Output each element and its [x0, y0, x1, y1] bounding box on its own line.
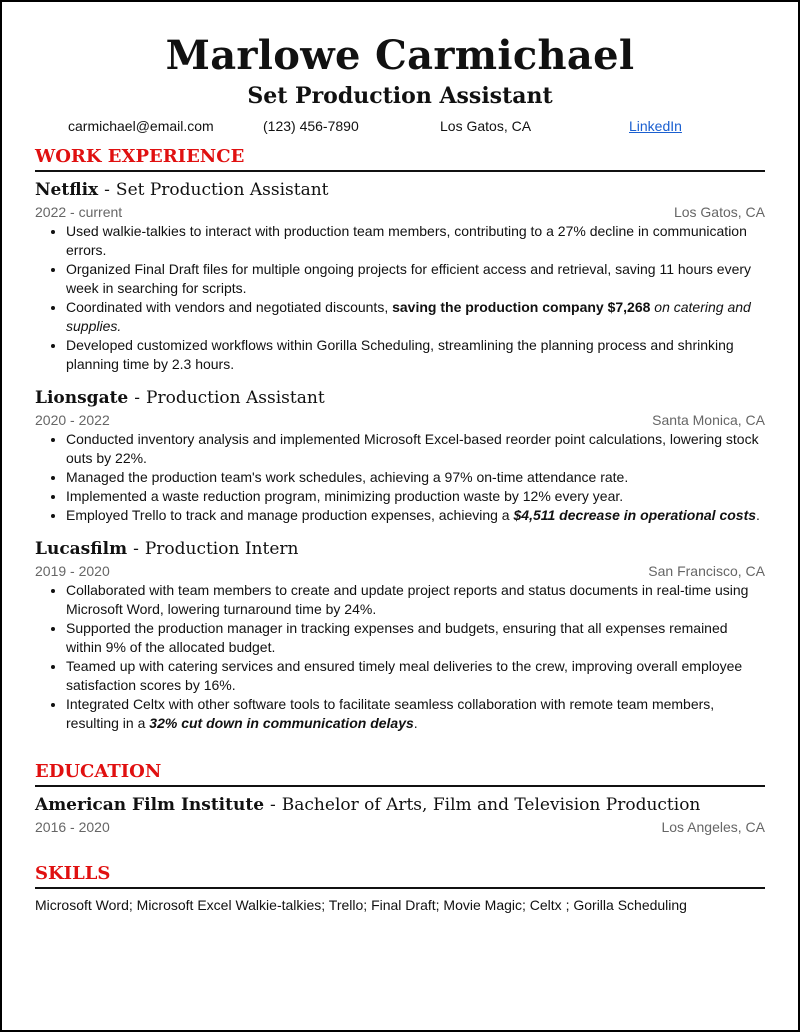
job-entry	[35, 178, 765, 374]
job-dates: 2019 - 2020	[35, 563, 110, 579]
job-bullet	[66, 506, 765, 525]
bullet-text: Employed Trello to track and manage production expenses, achieving a	[66, 507, 514, 523]
bullet-text: 32% cut down in communication delays	[149, 715, 414, 731]
bullet-text: Implemented a waste reduction program, minimizing production waste by 12% every year.	[66, 488, 624, 504]
job-dates: 2020 - 2022	[35, 412, 110, 428]
job-bullets	[35, 222, 765, 374]
job-bullet	[66, 260, 765, 298]
contact-row	[35, 116, 765, 138]
job-bullet	[66, 657, 765, 695]
job-entry	[35, 386, 765, 525]
linkedin-link[interactable]: LinkedIn	[629, 118, 682, 134]
job-meta	[35, 561, 765, 581]
skills-heading: SKILLS	[35, 863, 765, 889]
job-bullet	[66, 619, 765, 657]
job-location: Los Gatos, CA	[673, 204, 765, 220]
job-bullet	[66, 222, 765, 260]
job-bullet	[66, 581, 765, 619]
job-header	[35, 178, 765, 202]
job-header	[35, 537, 765, 561]
job-role: Production Assistant	[146, 388, 325, 408]
bullet-text: Managed the production team's work schedules, achieving a 97% on-time attendance rate.	[66, 469, 629, 485]
bullet-text: Integrated Celtx with other software tools to facilitate seamless collaboration with remote team members, resulting in a	[66, 696, 715, 731]
job-role: Set Production Assistant	[115, 180, 329, 200]
education-school: American Film Institute	[35, 795, 265, 815]
education-meta	[35, 817, 765, 837]
job-entry	[35, 537, 765, 733]
job-role: Production Intern	[144, 539, 299, 559]
job-bullets	[35, 430, 765, 525]
education-header	[35, 793, 765, 817]
bullet-text: Collaborated with team members to create and update project reports and status documents in real-time using Microsoft Word, lowering turnaround time by 24%.	[66, 582, 749, 617]
bullet-text: Developed customized workflows within Gorilla Scheduling, streamlining the planning process and shrinking planning time by 2.3 hours.	[66, 337, 734, 372]
job-separator: -	[133, 539, 139, 559]
bullet-text: saving the production company $7,268	[392, 299, 651, 315]
job-separator: -	[104, 180, 110, 200]
bullet-text: on catering and supplies.	[66, 299, 751, 334]
education-heading: EDUCATION	[35, 761, 765, 787]
contact-location: Los Gatos, CA	[440, 118, 532, 134]
bullet-text: .	[756, 507, 760, 523]
contact-phone: (123) 456-7890	[263, 118, 359, 134]
job-bullet	[66, 695, 765, 733]
job-meta	[35, 410, 765, 430]
bullet-text: Conducted inventory analysis and implemented Microsoft Excel-based reorder point calculations, lowering stock outs by 22%.	[66, 431, 759, 466]
bullet-text: Coordinated with vendors and negotiated discounts,	[66, 299, 393, 315]
job-bullets	[35, 581, 765, 733]
bullet-text: Teamed up with catering services and ensured timely meal deliveries to the crew, improving overall employee satisfaction scores by 16%.	[66, 658, 743, 693]
job-location: San Francisco, CA	[648, 563, 765, 579]
skills-list: Microsoft Word; Microsoft Excel Walkie-talkies; Trello; Final Draft; Movie Magic; Celtx ; Gorilla Scheduling	[35, 897, 687, 913]
job-dates: 2022 - current	[35, 204, 123, 220]
job-bullet	[66, 468, 765, 487]
job-company: Lionsgate	[35, 388, 129, 408]
education-degree: Bachelor of Arts, Film and Television Production	[281, 795, 701, 815]
job-bullet	[66, 298, 765, 336]
education-separator: -	[270, 795, 276, 815]
bullet-text: $4,511 decrease in operational costs	[513, 507, 757, 523]
contact-email: carmichael@email.com	[68, 118, 214, 134]
bullet-text: .	[413, 715, 418, 731]
job-bullet	[66, 487, 765, 506]
education-location: Los Angeles, CA	[661, 819, 765, 835]
education-dates: 2016 - 2020	[35, 819, 110, 835]
job-separator: -	[134, 388, 141, 408]
bullet-text: Organized Final Draft files for multiple ongoing projects for efficient access and retrieval, saving 11 hours every week in searching for scripts.	[66, 261, 752, 296]
job-bullet	[66, 336, 765, 374]
work-experience-heading: WORK EXPERIENCE	[35, 146, 765, 172]
job-header	[35, 386, 765, 410]
candidate-name: Marlowe Carmichael	[165, 32, 635, 79]
job-company: Netflix	[35, 180, 99, 200]
job-bullet	[66, 430, 765, 468]
job-meta	[35, 202, 765, 222]
candidate-title: Set Production Assistant	[247, 83, 553, 109]
bullet-text: Supported the production manager in tracking expenses and budgets, ensuring that all expenses remained within 9% of the allocated budget.	[66, 620, 728, 655]
job-company: Lucasfilm	[35, 539, 128, 559]
bullet-text: Used walkie-talkies to interact with production team members, contributing to a 27% decline in communication errors.	[66, 223, 747, 258]
job-location: Santa Monica, CA	[652, 412, 765, 428]
